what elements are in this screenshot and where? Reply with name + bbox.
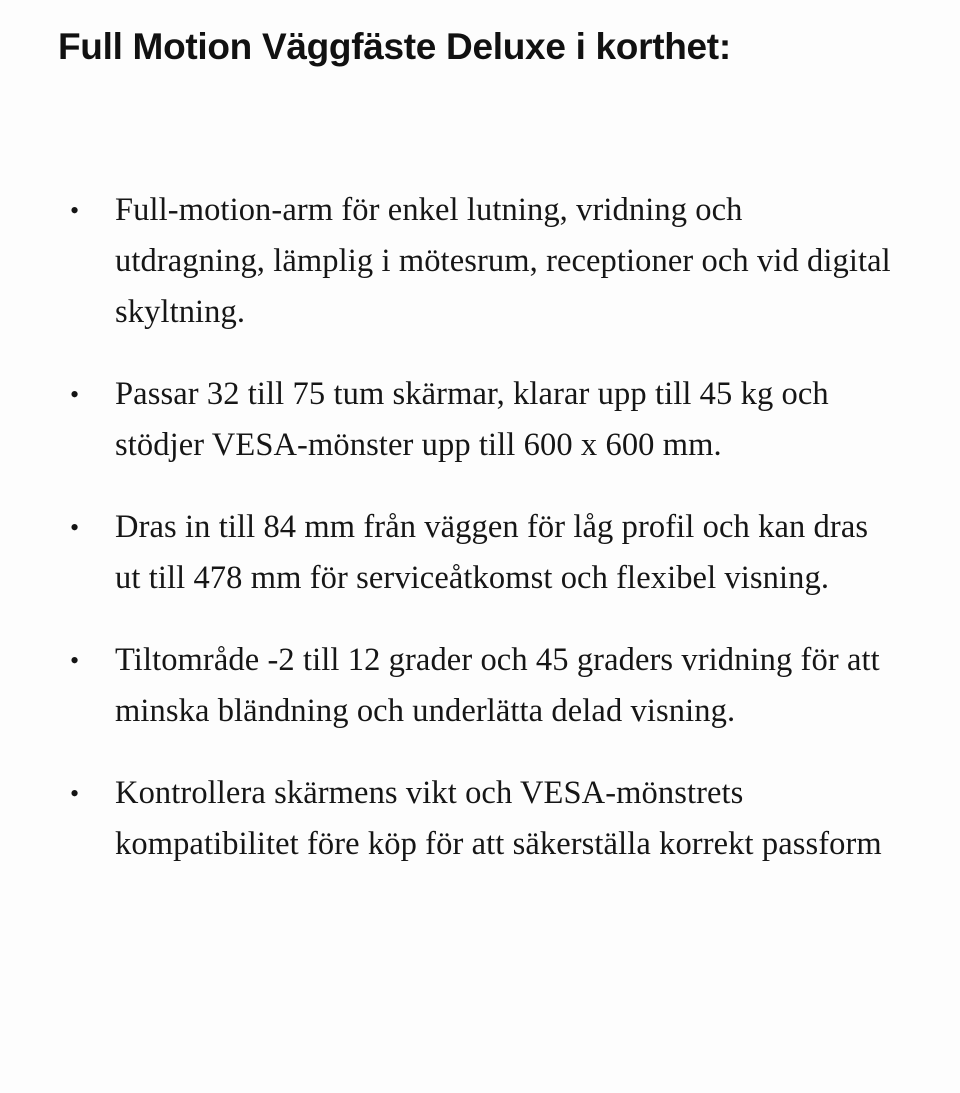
bullet-point-icon: •: [70, 779, 80, 808]
list-item: [0, 768, 960, 870]
page-title: Full Motion Väggfäste Deluxe i korthet:: [58, 26, 731, 67]
feature-bullet-list: [0, 185, 960, 870]
list-item: [0, 635, 960, 737]
list-item: [0, 369, 960, 471]
bullet-point-icon: •: [70, 380, 80, 409]
list-item-text: Full-motion-arm för enkel lutning, vridning och utdragning, lämplig i mötesrum, receptioner och vid digital skyltning.: [115, 192, 891, 330]
bullet-point-icon: •: [70, 196, 80, 225]
list-item-text: Passar 32 till 75 tum skärmar, klarar upp till 45 kg och stödjer VESA-mönster upp till 600 x 600 mm.: [115, 376, 829, 463]
list-item: [0, 502, 960, 604]
list-item-text: Tiltområde -2 till 12 grader och 45 graders vridning för att minska bländning och underlätta delad visning.: [115, 642, 880, 729]
bullet-point-icon: •: [70, 646, 80, 675]
bullet-point-icon: •: [70, 513, 80, 542]
list-item-text: Kontrollera skärmens vikt och VESA-mönstrets kompatibilitet före köp för att säkerställa korrekt passform: [115, 775, 882, 862]
list-item: [0, 185, 960, 338]
list-item-text: Dras in till 84 mm från väggen för låg profil och kan dras ut till 478 mm för serviceåtkomst och flexibel visning.: [115, 509, 869, 596]
